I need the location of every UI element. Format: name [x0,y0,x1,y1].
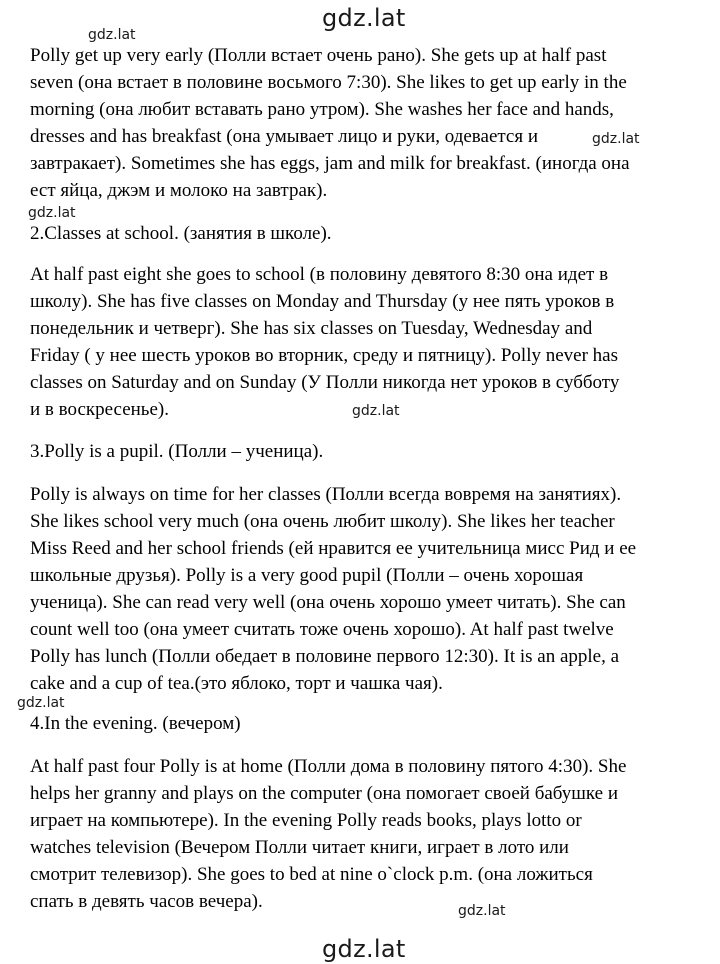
paragraph-pupil [30,481,690,697]
text-line: cake and a cup of tea.(это яблоко, торт и чашка чая). [30,673,443,694]
text-line: dresses and has breakfast (она умывает лицо и руки, одевается и [30,126,539,147]
text-line: seven (она встает в половине восьмого 7:30). She likes to get up early in the [30,72,627,93]
text-line: count well too (она умеет считать тоже очень хорошо). At half past twelve [30,619,614,640]
text-line: Polly has lunch (Полли обедает в половине первого 12:30). It is an apple, a [30,646,620,667]
paragraph-morning [30,42,690,204]
paragraph-evening [30,753,690,915]
text-line: школу). She has five classes on Monday and Thursday (у нее пять уроков в [30,291,615,312]
watermark-small: gdz.lat [17,695,65,711]
watermark-small: gdz.lat [352,403,400,419]
text-line: смотрит телевизор). She goes to bed at nine o`clock p.m. (она ложиться [30,864,593,885]
text-line: Friday ( у нее шесть уроков во вторник, среду и пятницу). Polly never has [30,345,618,366]
watermark-small: gdz.lat [592,131,640,147]
text-line: classes on Saturday and on Sunday (У Полли никогда нет уроков в субботу [30,372,620,393]
heading-text: 3.Polly is a pupil. (Полли – ученица). [30,441,324,462]
heading-classes-at-school [30,220,690,247]
heading-in-the-evening [30,710,690,737]
text-line: завтракает). Sometimes she has eggs, jam and milk for breakfast. (иногда она [30,153,630,174]
text-line: спать в девять часов вечера). [30,891,263,912]
text-line: играет на компьютере). In the evening Polly reads books, plays lotto or [30,810,582,831]
heading-polly-is-a-pupil [30,438,690,465]
watermark-small: gdz.lat [88,27,136,43]
text-line: школьные друзья). Polly is a very good pupil (Полли – очень хорошая [30,565,584,586]
text-line: понедельник и четверг). She has six classes on Tuesday, Wednesday and [30,318,593,339]
watermark-bottom: gdz.lat [322,935,406,963]
paragraph-school [30,261,690,423]
text-line: Polly get up very early (Полли встает очень рано). She gets up at half past [30,45,607,66]
watermark-small: gdz.lat [28,205,76,221]
heading-text: 2.Classes at school. (занятия в школе). [30,223,332,244]
text-line: и в воскресенье). [30,399,169,420]
text-line: morning (она любит вставать рано утром). She washes her face and hands, [30,99,614,120]
watermark-top: gdz.lat [322,4,406,32]
text-line: watches television (Вечером Полли читает книги, играет в лото или [30,837,569,858]
text-line: Polly is always on time for her classes (Полли всегда вовремя на занятиях). [30,484,622,505]
watermark-small: gdz.lat [458,903,506,919]
text-line: Miss Reed and her school friends (ей нравится ее учительница мисс Рид и ее [30,538,637,559]
text-line: ученица). She can read very well (она очень хорошо умеет читать). She can [30,592,626,613]
text-line: She likes school very much (она очень любит школу). She likes her teacher [30,511,615,532]
text-line: At half past four Polly is at home (Полли дома в половину пятого 4:30). She [30,756,627,777]
text-line: At half past eight she goes to school (в половину девятого 8:30 она идет в [30,264,609,285]
text-line: helps her granny and plays on the computer (она помогает своей бабушке и [30,783,618,804]
text-line: ест яйца, джэм и молоко на завтрак). [30,180,328,201]
heading-text: 4.In the evening. (вечером) [30,713,241,734]
